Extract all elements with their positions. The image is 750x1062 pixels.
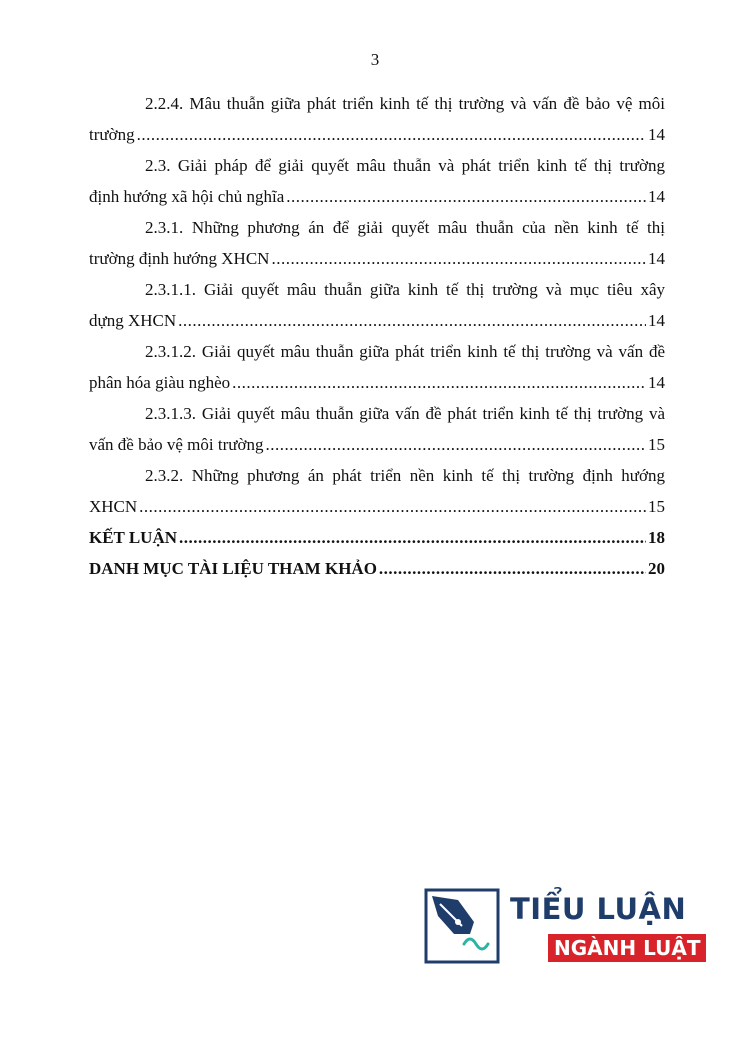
toc-entry-title: DANH MỤC TÀI LIỆU THAM KHẢO [89,559,377,578]
toc-entry-2-3[interactable] [89,150,665,212]
toc-page-number: 14 [648,373,665,392]
toc-entry-title-cont: trường định hướng XHCN [89,249,270,268]
toc-entry-2-2-4[interactable] [89,88,665,150]
toc-entry-2-3-1-3[interactable] [89,398,665,460]
toc-page-number: 14 [648,125,665,144]
toc-entry-title-cont: trường [89,125,135,144]
toc-page-number: 18 [648,528,665,547]
toc-entry-title-cont: vấn đề bảo vệ môi trường [89,435,264,454]
page-number: 3 [370,50,380,69]
dot-leader [137,119,646,150]
toc-entry-title-cont: dựng XHCN [89,311,177,330]
toc-page-number: 14 [648,249,665,268]
toc-entry-title: 2.3.2. Những phương án phát triển nền kinh tế thị trường định hướng [145,466,665,485]
toc-entry-references[interactable] [89,553,665,584]
tieu-luan-nganh-luat-logo [424,888,701,968]
table-of-contents [89,88,665,584]
logo-text-tieu-luan: TIỂU LUẬN [510,892,687,926]
toc-page-number: 14 [648,187,665,206]
toc-entry-2-3-1-2[interactable] [89,336,665,398]
toc-entry-title: 2.3.1. Những phương án để giải quyết mâu thuẫn của nền kinh tế thị [145,218,665,237]
dot-leader [179,522,646,553]
dot-leader [139,491,646,522]
dot-leader [232,367,646,398]
toc-entry-2-3-1-1[interactable] [89,274,665,336]
toc-entry-title-cont: phân hóa giàu nghèo [89,373,231,392]
toc-entry-title: 2.3.1.1. Giải quyết mâu thuẫn giữa kinh tế thị trường và mục tiêu xây [145,280,665,299]
toc-entry-title-cont: định hướng xã hội chủ nghĩa [89,187,285,206]
toc-entry-title: KẾT LUẬN [89,528,178,547]
dot-leader [265,429,646,460]
toc-entry-2-3-1[interactable] [89,212,665,274]
toc-page-number: 20 [648,559,665,578]
dot-leader [271,243,646,274]
toc-page-number: 15 [648,497,665,516]
logo-text-nganh-luat: NGÀNH LUẬT [548,934,706,962]
dot-leader [379,553,646,584]
toc-entry-2-3-2[interactable] [89,460,665,522]
pen-nib-emblem-icon [424,888,500,964]
toc-page-number: 14 [648,311,665,330]
toc-entry-title: 2.3. Giải pháp để giải quyết mâu thuẫn và phát triển kinh tế thị trường [145,156,665,175]
toc-entry-title-cont: XHCN [89,497,138,516]
toc-entry-ket-luan[interactable] [89,522,665,553]
toc-entry-title: 2.2.4. Mâu thuẫn giữa phát triển kinh tế thị trường và vấn đề bảo vệ môi [145,94,665,113]
toc-entry-title: 2.3.1.2. Giải quyết mâu thuẫn giữa phát triển kinh tế thị trường và vấn đề [145,342,665,361]
toc-page-number: 15 [648,435,665,454]
toc-entry-title: 2.3.1.3. Giải quyết mâu thuẫn giữa vấn đề phát triển kinh tế thị trường và [145,404,665,423]
dot-leader [286,181,646,212]
dot-leader [178,305,646,336]
